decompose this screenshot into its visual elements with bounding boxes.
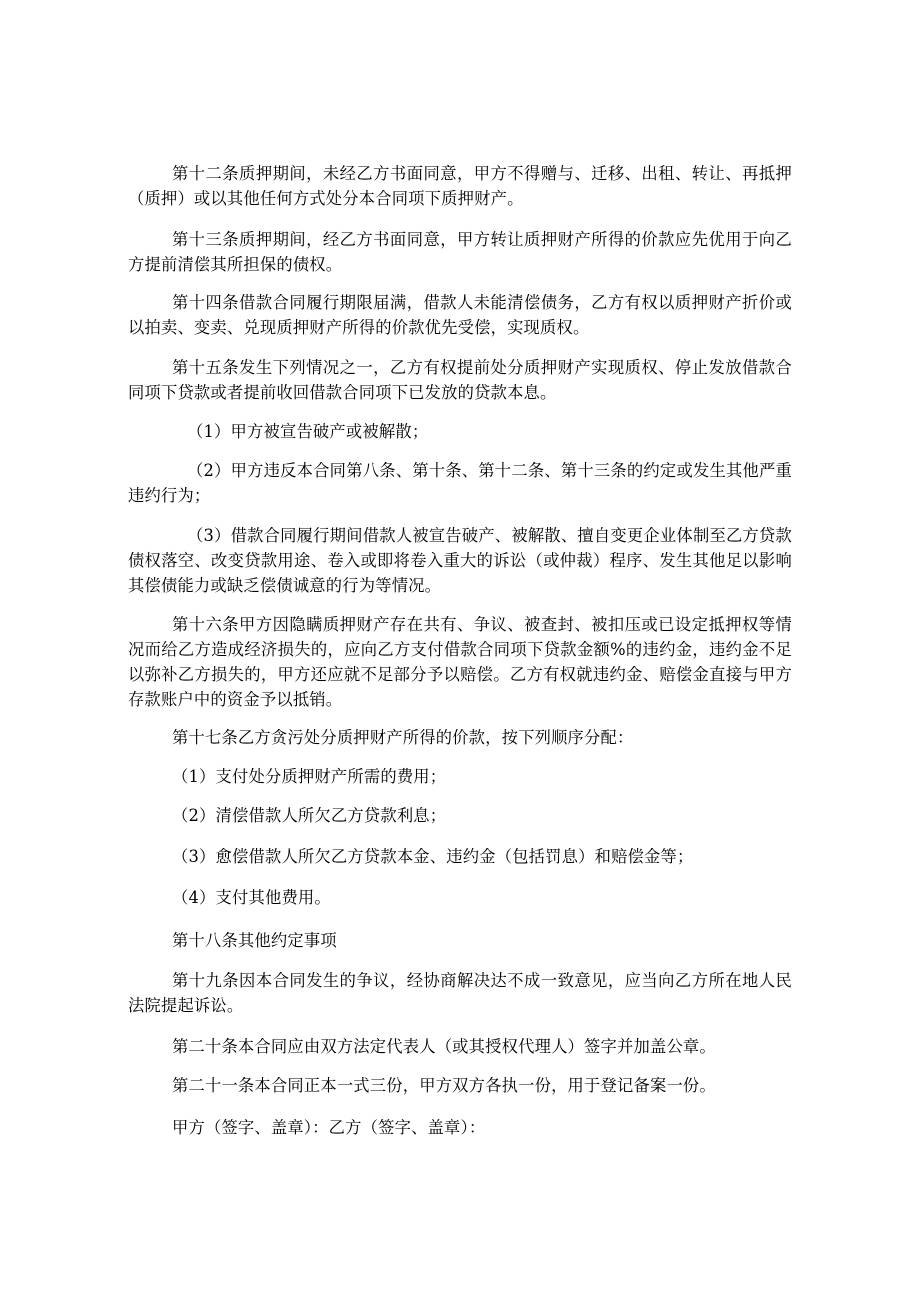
clause-17-item-3: （3）愈偿借款人所欠乙方贷款本金、违约金（包括罚息）和赔偿金等；	[172, 847, 694, 866]
clause-17: 第十七条乙方贪污处分质押财产所得的价款，按下列顺序分配：	[172, 728, 634, 747]
clause-17-item-2: （2）清偿借款人所欠乙方贷款利息；	[172, 806, 447, 825]
clause-15-item-1: （1）甲方被宣告破产或被解散；	[187, 422, 429, 441]
clause-19: 第十九条因本合同发生的争议，经协商解决达不成一致意见，应当向乙方所在地人民法院提起诉讼。	[128, 971, 792, 1015]
clause-13: 第十三条质押期间，经乙方书面同意，甲方转让质押财产所得的价款应先优用于向乙方提前清偿其所担保的债权。	[128, 230, 792, 274]
signature-line: 甲方（签字、盖章）：乙方（签字、盖章）：	[172, 1118, 486, 1137]
clause-15-item-3: （3）借款合同履行期间借款人被宣告破产、被解散、擅自变更企业体制至乙方贷款债权落空、改变贷款用途、卷入或即将卷入重大的诉讼（或仲裁）程序、发生其他足以影响其偿债能力或缺乏偿债诚意的行为等情况。	[128, 526, 792, 595]
clause-21: 第二十一条本合同正本一式三份，甲方双方各执一份，用于登记备案一份。	[172, 1076, 716, 1095]
clause-16: 第十六条甲方因隐瞒质押财产存在共有、争议、被查封、被扣压或已设定抵押权等情况而给乙方造成经济损失的，应向乙方支付借款合同项下贷款金额%的违约金，违约金不足以弥补乙方损失的，甲方还应就不足部分予以赔偿。乙方有权就违约金、赔偿金直接与甲方存款账户中的资金予以抵销。	[128, 615, 792, 709]
clause-17-item-1: （1）支付处分质押财产所需的费用；	[172, 767, 447, 786]
clause-14: 第十四条借款合同履行期限届满，借款人未能清偿债务，乙方有权以质押财产折价或以拍卖、变卖、兑现质押财产所得的价款优先受偿，实现质权。	[128, 293, 792, 337]
clause-15-item-2: （2）甲方违反本合同第八条、第十条、第十二条、第十三条的约定或发生其他严重违约行为；	[128, 461, 792, 505]
clause-17-item-4: （4）支付其他费用。	[172, 888, 331, 907]
clause-20: 第二十条本合同应由双方法定代表人（或其授权代理人）签字并加盖公章。	[172, 1037, 716, 1056]
clause-12: 第十二条质押期间，未经乙方书面同意，甲方不得赠与、迁移、出租、转让、再抵押（质押）或以其他任何方式处分本合同项下质押财产。	[128, 164, 792, 208]
clause-18: 第十八条其他约定事项	[172, 931, 337, 950]
clause-15: 第十五条发生下列情况之一，乙方有权提前处分质押财产实现质权、停止发放借款合同项下贷款或者提前收回借款合同项下已发放的贷款本息。	[128, 358, 792, 402]
